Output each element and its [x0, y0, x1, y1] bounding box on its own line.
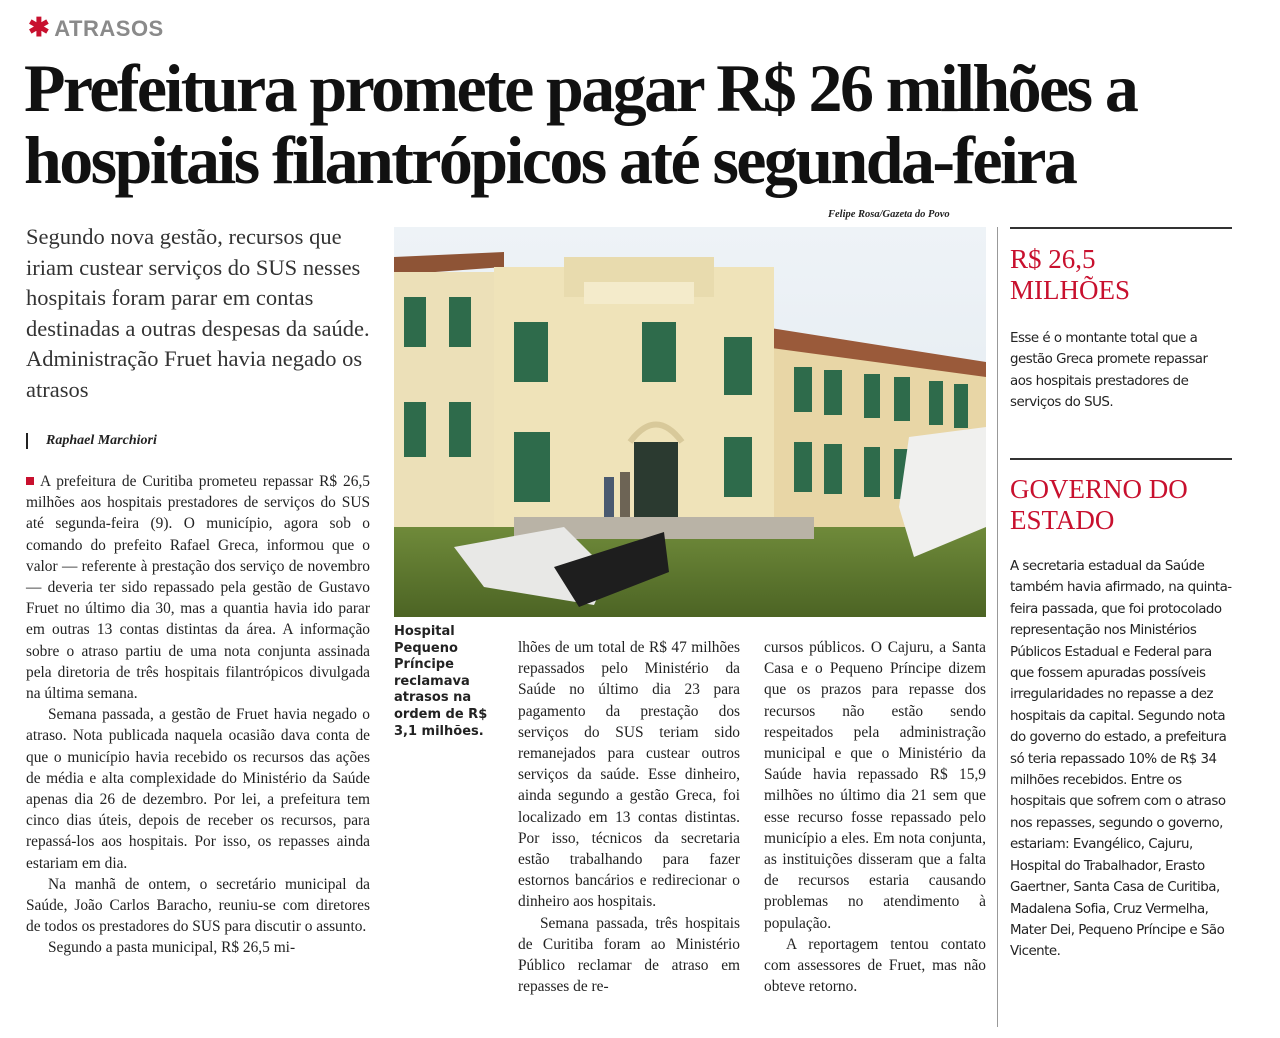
deck: Segundo nova gestão, recursos que iriam custear serviços do SUS nesses hospitais foram parar em contas destinadas a outras despesas da saúde. Administração Fruet havia negado os atrasos — [26, 224, 370, 402]
sidebar-title-amount: R$ 26,5 MILHÕES — [1010, 244, 1130, 305]
sidebar-divider — [997, 227, 998, 1027]
body-column-3 — [764, 637, 986, 997]
paragraph: Segundo a pasta municipal, R$ 26,5 mi- — [48, 939, 296, 957]
paragraph: lhões de um total de R$ 47 milhões repassados pelo Ministério da Saúde no último dia 23 para pagamento da prestação dos serviços do SUS teriam sido remanejados para custear outros serviços da saúde. Esse dinheiro, ainda segundo a gestão Greca, foi localizado em 13 contas distintas. Por isso, técnicos da secretaria estão trabalhando para fazer estornos bancários e redirecionar o dinheiro aos hospitais. — [518, 639, 740, 911]
photo-credit: Felipe Rosa/Gazeta do Povo — [828, 209, 950, 220]
sidebar-title-state: GOVERNO DO ESTADO — [1010, 474, 1188, 535]
paragraph: Na manhã de ontem, o secretário municipal da Saúde, João Carlos Baracho, reuniu-se com diretores de todos os prestadores do SUS para discutir o assunto. — [26, 875, 370, 936]
photo-caption: Hospital Pequeno Príncipe reclamava atrasos na ordem de R$ 3,1 milhões. — [394, 624, 488, 739]
section-tag — [28, 12, 164, 43]
section-label: ATRASOS — [54, 16, 164, 41]
paragraph: A reportagem tentou contato com assessores de Fruet, mas não obteve retorno. — [764, 935, 986, 996]
bullet-icon — [26, 477, 34, 485]
byline: Raphael Marchiori — [26, 433, 157, 449]
paragraph-text: A prefeitura de Curitiba prometeu repassar R$ 26,5 milhões aos hospitais prestadores de serviços do SUS até segunda-feira (9). O município, agora sob o comando do prefeito Rafael Greca, informou que o valor — referente à prestação dos serviço de novembro — deveria ter sido repassado pela gestão de Gustavo Fruet no último dia 30, mas a quantia havia ido parar em outras 13 contas distintas da área. A informação sobre o atraso partiu de uma nota conjunta assinada pela diretoria de três hospitais filantrópicos divulgada na última semana. — [26, 473, 370, 703]
asterisk-icon: ✱ — [28, 12, 51, 42]
hospital-photo — [394, 227, 986, 617]
sidebar-rule — [1010, 458, 1232, 460]
headline: Prefeitura promete pagar R$ 26 milhões a hospitais filantrópicos até segunda-feira — [24, 50, 1137, 198]
paragraph — [26, 471, 370, 704]
paragraph: cursos públicos. O Cajuru, a Santa Casa e o Pequeno Príncipe dizem que os prazos para repasse dos recursos não estão sendo respeitados pela administração municipal e que o Ministério da Saúde havia repassado R$ 15,9 milhões no último dia 21 sem que esse recurso fosse repassado pelo município a eles. Em nota conjunta, as instituições disseram que a falta de recursos estaria causando problemas no atendimento à população. — [764, 639, 986, 932]
body-column-2 — [518, 637, 740, 997]
paragraph: Semana passada, três hospitais de Curitiba foram ao Ministério Público reclamar de atraso em repasses de re- — [518, 914, 740, 996]
sidebar-text-state: A secretaria estadual da Saúde também havia afirmado, na quinta-feira passada, que foi protocolado representação nos Ministérios Públicos Estadual e Federal para que fossem apuradas possíveis irregularidades no repasse a dez hospitais da capital. Segundo nota do governo do estado, a prefeitura só teria repassado 10% de R$ 34 milhões recebidos. Entre os hospitais que sofrem com o atraso nos repasses, segundo o governo, estariam: Evangélico, Cajuru, Hospital do Trabalhador, Erasto Gaertner, Santa Casa de Curitiba, Madalena Sofia, Cruz Vermelha, Mater Dei, Pequeno Príncipe e São Vicente. — [1010, 559, 1232, 960]
sidebar-text-amount: Esse é o montante total que a gestão Greca promete repassar aos hospitais prestadores de serviços do SUS. — [1010, 331, 1208, 411]
body-column-1 — [26, 471, 370, 959]
paragraph: Semana passada, a gestão de Fruet havia negado o atraso. Nota publicada naquela ocasião dava conta de que o município havia recebido os recursos das ações de média e alta complexidade do Ministério da Saúde apenas dia 26 de dezembro. Por lei, a prefeitura tem cinco dias úteis, depois de receber os recursos, para repassá-los aos hospitais. Por isso, os repasses ainda estariam em dia. — [26, 706, 370, 872]
sidebar-rule — [1010, 227, 1232, 229]
